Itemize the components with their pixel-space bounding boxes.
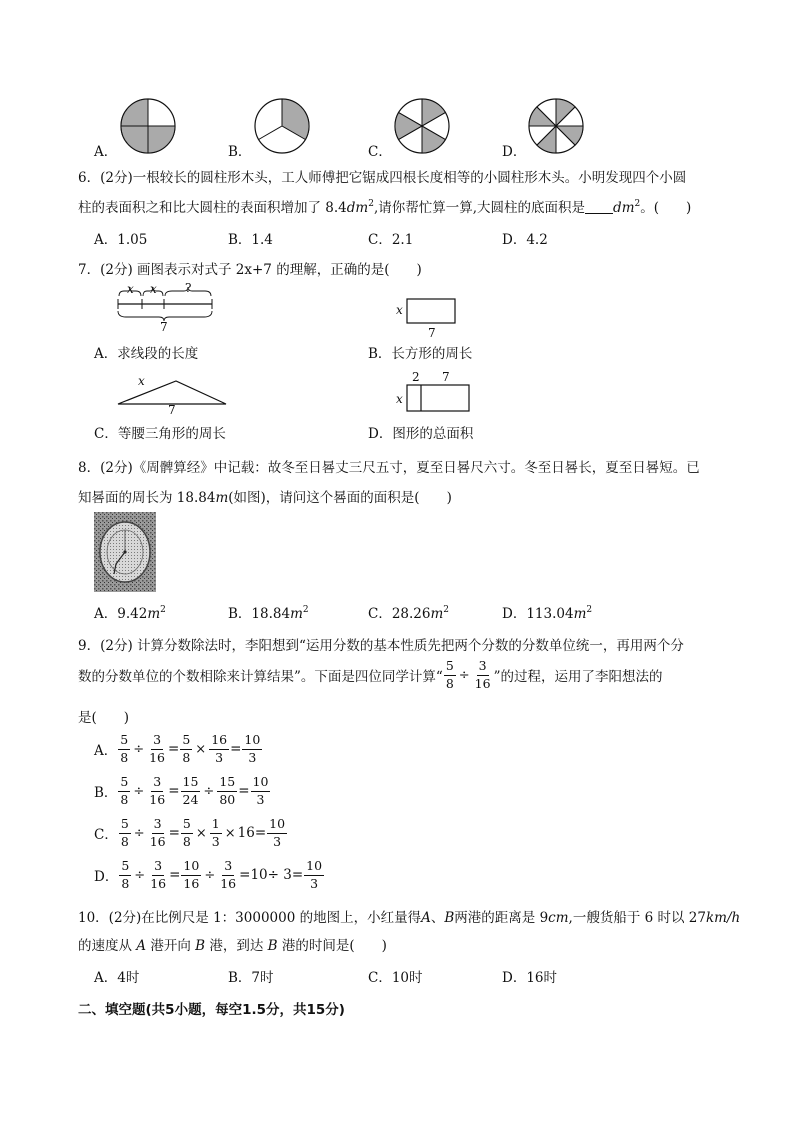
q7d-label-x: x bbox=[396, 392, 403, 406]
q8-line1: 8．(2分)《周髀算经》中记载：故冬至日晷丈三尺五寸，夏至日晷尺六寸。冬至日晷长，夏至日晷短。已 bbox=[78, 460, 700, 476]
q7-option-b: B．长方形的周长 bbox=[368, 346, 473, 362]
q7a-label-7: 7 bbox=[160, 320, 168, 334]
q8-option-a: A．$9.42m^2$ bbox=[94, 605, 166, 622]
q7-option-d: D．图形的总面积 bbox=[368, 426, 474, 442]
q9-option-b: B． $\frac{5}{8}$ ÷ $\frac{3}{16}$ = $\frac{15}{24}$ ÷ $\frac{15}{80}$ = $\frac{10}{3}$ bbox=[94, 774, 269, 807]
q6-option-d: D．4.2 bbox=[502, 232, 548, 248]
q7d-label-2: 2 bbox=[412, 370, 420, 384]
q8-option-b: B．$18.84m^2$ bbox=[228, 605, 309, 622]
q9-line1: 9．(2分) 计算分数除法时，李阳想到“运用分数的基本性质先把两个分数的分数单位统一，再用两个分 bbox=[78, 638, 684, 654]
q7-figure-b bbox=[406, 298, 458, 328]
q9-option-a: A． $\frac{5}{8}$ ÷ $\frac{3}{16}$ = $\frac{5}{8}$ × $\frac{16}{3}$ = $\frac{10}{3}$ bbox=[94, 732, 261, 765]
q7b-label-7: 7 bbox=[428, 326, 436, 340]
q7a-label-q: ? bbox=[185, 281, 192, 295]
q5-option-b: B． bbox=[228, 144, 252, 160]
q7d-label-7: 7 bbox=[442, 370, 450, 384]
q7-option-a: A．求线段的长度 bbox=[94, 346, 199, 362]
q7-stem: 7．(2分) 画图表示对式子 2x+7 的理解，正确的是( ) bbox=[78, 262, 422, 278]
q7-figure-d bbox=[406, 384, 472, 414]
q10-line1: 10．(2分)在比例尺是 1：3000000 的地图上，小红量得A、B两港的距离是 9cm,一艘货船于 6 时以 27km/h bbox=[78, 910, 741, 926]
q7c-label-7: 7 bbox=[168, 403, 176, 417]
q5-option-c: C． bbox=[368, 144, 392, 160]
q7a-label-x2: x bbox=[150, 282, 157, 296]
q5-option-d: D． bbox=[502, 144, 527, 160]
q9-option-d: D． $\frac{5}{8}$ ÷ $\frac{3}{16}$ = $\frac{10}{16}$ ÷ $\frac{3}{16}$ = 10÷ 3 = $\frac{10}{3}$ bbox=[94, 858, 323, 891]
q7a-label-x1: x bbox=[127, 282, 134, 296]
q9-line3: 是( ) bbox=[78, 710, 130, 726]
q6-line1: 6．(2分)一根较长的圆柱形木头，工人师傅把它锯成四根长度相等的小圆柱形木头。小明发现四个小圆 bbox=[78, 170, 687, 186]
q8-option-d: D．$113.04m^2$ bbox=[502, 605, 593, 622]
q6-option-a: A．1.05 bbox=[94, 232, 148, 248]
q8-line2: 知晷面的周长为 18.84m(如图)，请问这个晷面的面积是( ) bbox=[78, 490, 452, 506]
q8-option-c: C．$28.26m^2$ bbox=[368, 605, 450, 622]
q5-option-a: A． bbox=[94, 144, 118, 160]
q10-option-a: A．4时 bbox=[94, 970, 140, 986]
q10-option-b: B．7时 bbox=[228, 970, 274, 986]
pie-d bbox=[526, 96, 586, 156]
sundial-photo bbox=[94, 512, 156, 592]
pie-a bbox=[118, 96, 178, 156]
q6-option-b: B．1.4 bbox=[228, 232, 273, 248]
pie-c bbox=[392, 96, 452, 156]
q10-option-c: C．10时 bbox=[368, 970, 423, 986]
q7b-label-x: x bbox=[396, 303, 403, 317]
q9-line2: 数的分数单位的个数相除来计算结果”。下面是四位同学计算“ $\frac{5}{8}$ ÷ $\frac{3}{16}$ ”的过程，运用了李阳想法的 bbox=[78, 658, 663, 691]
q7c-label-x: x bbox=[138, 374, 145, 388]
q9-option-c: C． $\frac{5}{8}$ ÷ $\frac{3}{16}$ = $\frac{5}{8}$ × $\frac{1}{3}$ × 16 = $\frac{10}{3}$ bbox=[94, 816, 286, 849]
answer-blank[interactable] bbox=[585, 201, 613, 214]
q10-line2: 的速度从 A 港开向 B 港，到达 B 港的时间是( ) bbox=[78, 938, 387, 954]
q6-option-c: C．2.1 bbox=[368, 232, 414, 248]
q7-option-c: C．等腰三角形的周长 bbox=[94, 426, 226, 442]
q6-line2: 柱的表面积之和比大圆柱的表面积增加了 $8.4dm^2$,请你帮忙算一算,大圆柱的底面积是 $dm^2$。( ) bbox=[78, 199, 692, 216]
section-2-heading: 二、填空题(共5小题，每空1.5分，共15分) bbox=[78, 1002, 345, 1018]
q10-option-d: D．16时 bbox=[502, 970, 558, 986]
pie-b bbox=[252, 96, 312, 156]
